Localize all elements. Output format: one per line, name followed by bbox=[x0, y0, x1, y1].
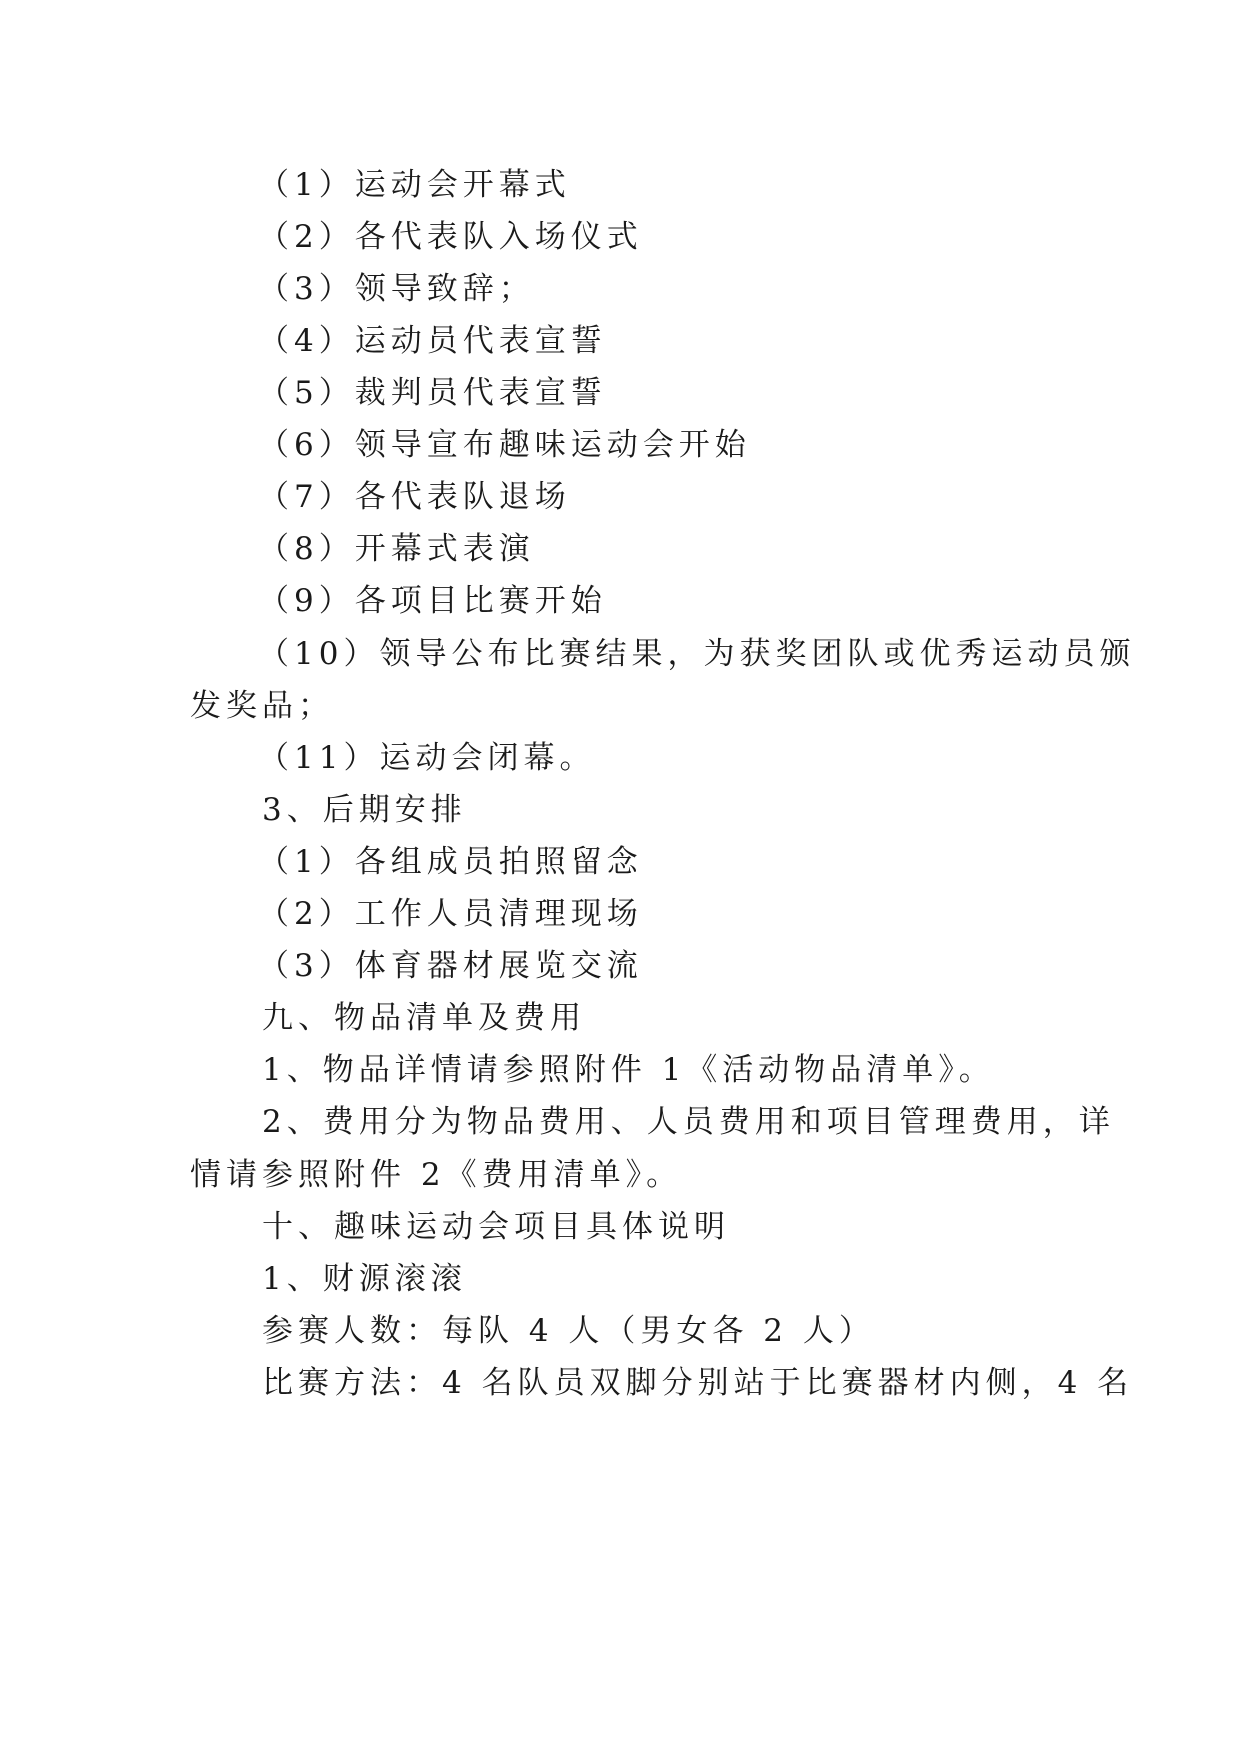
subsection-heading-post-arrangement: 3、后期安排 bbox=[262, 792, 467, 828]
list-item-leader-speech: （3）领导致辞； bbox=[258, 271, 535, 307]
list-item-events-start: （9）各项目比赛开始 bbox=[258, 583, 607, 619]
list-item-closing: （11）运动会闭幕。 bbox=[258, 740, 596, 776]
paragraph-participants: 参赛人数：每队 4 人（男女各 2 人） bbox=[262, 1313, 875, 1349]
list-item-team-entrance: （2）各代表队入场仪式 bbox=[258, 219, 643, 255]
list-item-referee-oath: （5）裁判员代表宣誓 bbox=[258, 375, 607, 411]
list-item-cleanup: （2）工作人员清理现场 bbox=[258, 896, 643, 932]
paragraph-costs-continued: 情请参照附件 2《费用清单》。 bbox=[190, 1157, 683, 1193]
paragraph-method: 比赛方法：4 名队员双脚分别站于比赛器材内侧，4 名 bbox=[262, 1365, 1134, 1401]
list-item-equipment-exhibition: （3）体育器材展览交流 bbox=[258, 948, 643, 984]
paragraph-costs: 2、费用分为物品费用、人员费用和项目管理费用，详 bbox=[262, 1104, 1115, 1140]
list-item-opening-performance: （8）开幕式表演 bbox=[258, 531, 535, 567]
list-item-games-start: （6）领导宣布趣味运动会开始 bbox=[258, 427, 751, 463]
list-item-group-photo: （1）各组成员拍照留念 bbox=[258, 844, 643, 880]
section-heading-event-details: 十、趣味运动会项目具体说明 bbox=[262, 1209, 730, 1245]
list-item-team-exit: （7）各代表队退场 bbox=[258, 479, 571, 515]
section-heading-items-and-costs: 九、物品清单及费用 bbox=[262, 1000, 586, 1036]
list-item-results-awards: （10）领导公布比赛结果，为获奖团队或优秀运动员颁 bbox=[258, 636, 1136, 672]
paragraph-items-detail: 1、物品详情请参照附件 1《活动物品清单》。 bbox=[262, 1052, 995, 1088]
list-item-athlete-oath: （4）运动员代表宣誓 bbox=[258, 323, 607, 359]
subsection-heading-event-1: 1、财源滚滚 bbox=[262, 1261, 467, 1297]
list-item-results-awards-continued: 发奖品； bbox=[190, 688, 334, 724]
list-item-opening-ceremony: （1）运动会开幕式 bbox=[258, 167, 571, 203]
